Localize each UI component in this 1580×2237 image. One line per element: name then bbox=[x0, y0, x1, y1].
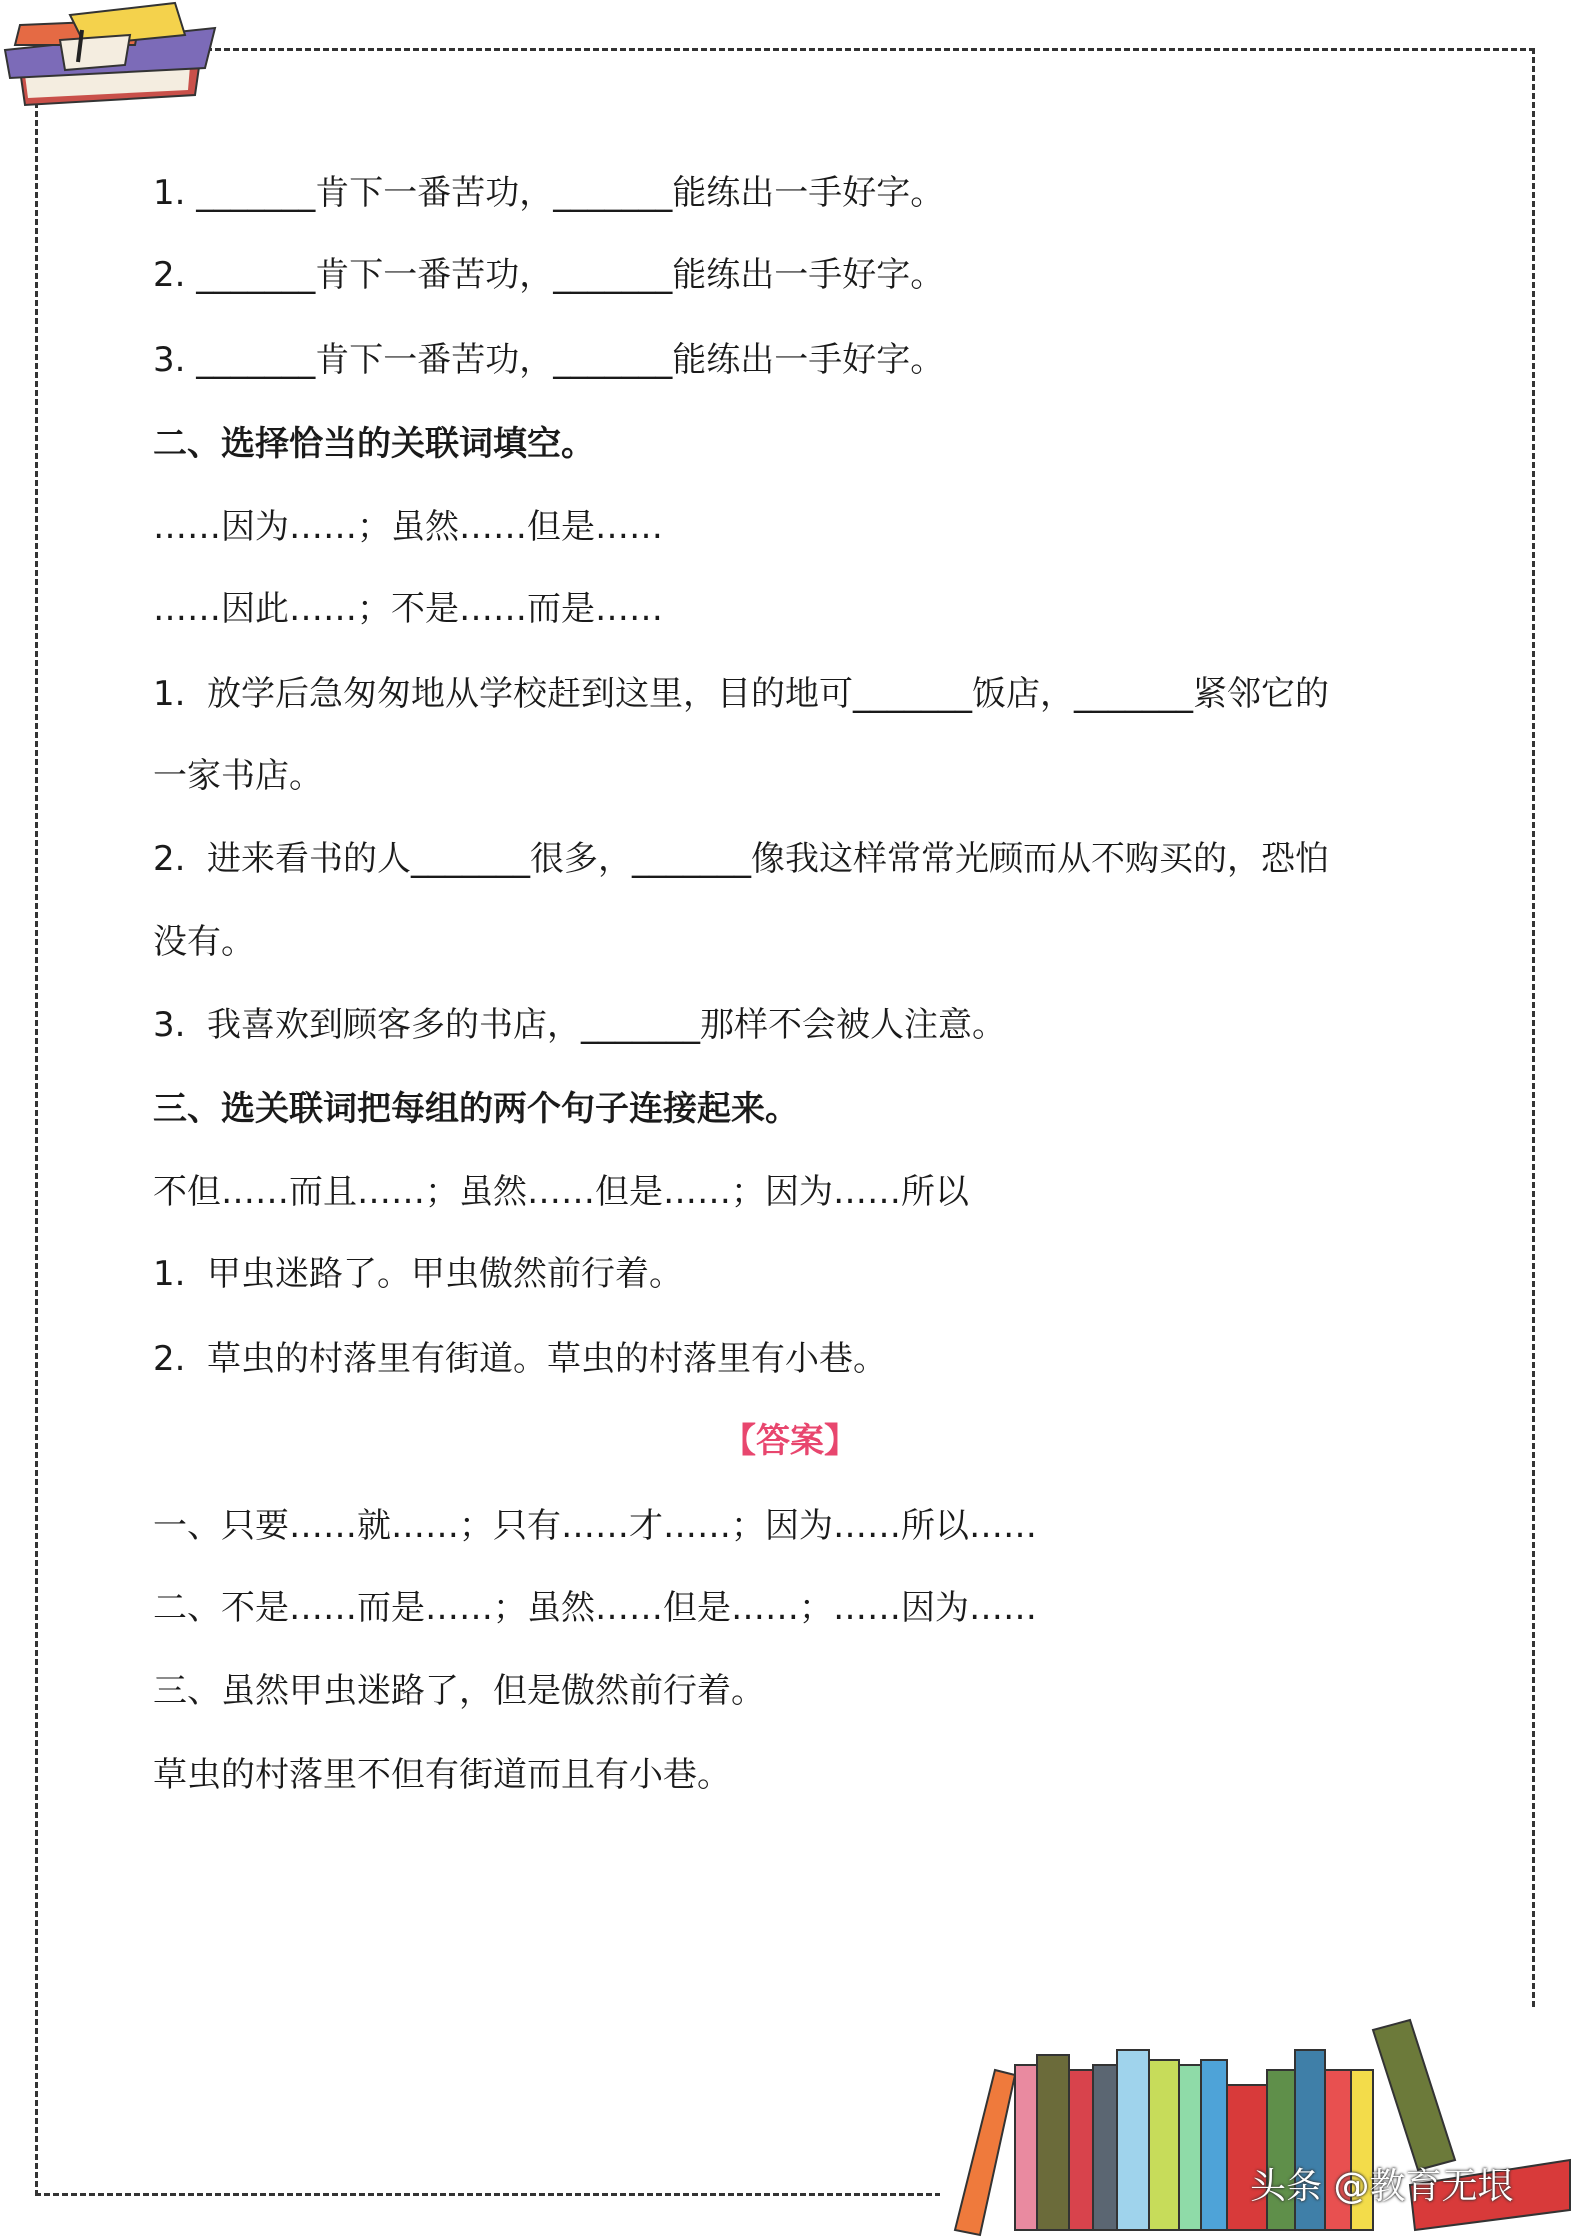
exercise-1-item-3: 3. _______肯下一番苦功，_______能练出一手好字。 bbox=[153, 340, 945, 380]
answer-title: 【答案】 bbox=[722, 1421, 858, 1461]
section-3-item-2: 2. 草虫的村落里有街道。草虫的村落里有小巷。 bbox=[153, 1339, 888, 1379]
answer-line-3: 三、虽然甲虫迷路了，但是傲然前行着。 bbox=[153, 1671, 765, 1711]
watermark: 头条 @教育无垠 bbox=[1250, 2166, 1514, 2207]
book-stack-illustration bbox=[0, 0, 230, 110]
section-3-item-1: 1. 甲虫迷路了。甲虫傲然前行着。 bbox=[153, 1254, 684, 1294]
exercise-1-item-1: 1. _______肯下一番苦功，_______能练出一手好字。 bbox=[153, 173, 945, 213]
answer-line-2: 二、不是……而是……；虽然……但是……；……因为…… bbox=[153, 1588, 1037, 1628]
exercise-1-item-2: 2. _______肯下一番苦功，_______能练出一手好字。 bbox=[153, 255, 945, 295]
section-2-item-2: 2. 进来看书的人_______很多，_______像我这样常常光顾而从不购买的，恐怕 bbox=[153, 839, 1330, 879]
section-2-item-2-cont: 没有。 bbox=[153, 922, 255, 962]
section-2-heading: 二、选择恰当的关联词填空。 bbox=[153, 424, 595, 464]
answer-line-4: 草虫的村落里不但有街道而且有小巷。 bbox=[153, 1755, 731, 1795]
section-3-heading: 三、选关联词把每组的两个句子连接起来。 bbox=[153, 1089, 799, 1129]
answer-line-1: 一、只要……就……；只有……才……；因为……所以…… bbox=[153, 1506, 1037, 1546]
section-2-options-1: ……因为……；虽然……但是…… bbox=[153, 507, 663, 547]
section-2-options-2: ……因此……；不是……而是…… bbox=[153, 589, 663, 629]
section-3-options: 不但……而且……；虽然……但是……；因为……所以 bbox=[153, 1172, 969, 1212]
section-2-item-1-cont: 一家书店。 bbox=[153, 756, 323, 796]
section-2-item-3: 3. 我喜欢到顾客多的书店，_______那样不会被人注意。 bbox=[153, 1005, 1007, 1045]
section-2-item-1: 1. 放学后急匆匆地从学校赶到这里，目的地可_______饭店，_______紧邻它的 bbox=[153, 674, 1330, 714]
